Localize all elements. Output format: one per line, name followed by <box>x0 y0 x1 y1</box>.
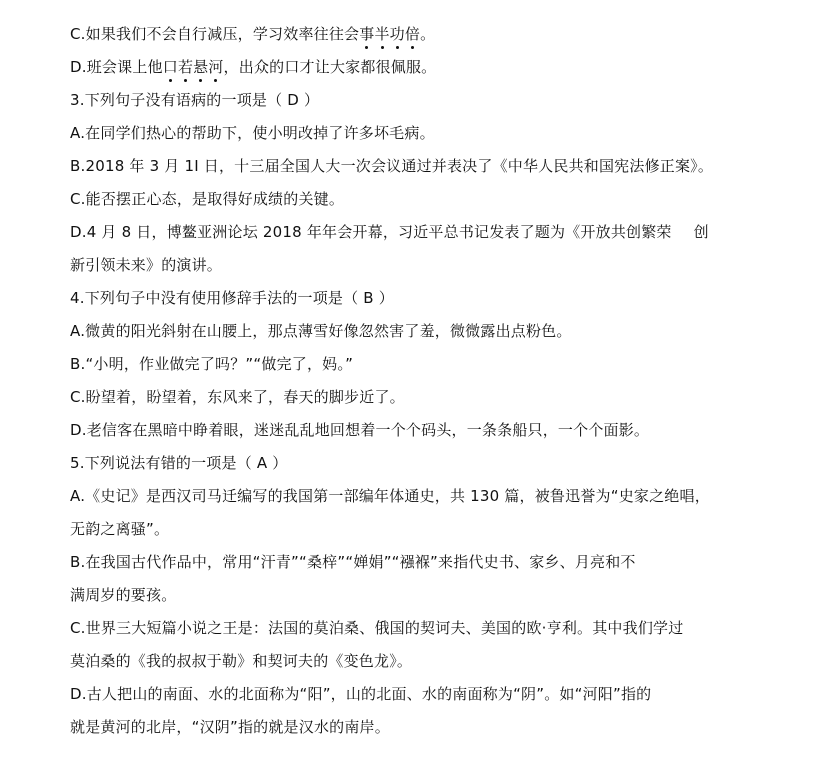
emphasis-dot-char: 事 <box>359 18 374 51</box>
text-line-q3-option-b <box>70 150 760 183</box>
emphasis-dot-char: 口 <box>163 51 178 84</box>
document-page <box>70 18 760 744</box>
text-line-q4-option-d <box>70 414 760 447</box>
line-text: 5.下列说法有错的一项是（ A ） <box>70 454 288 472</box>
text-line-q3-option-a <box>70 117 760 150</box>
line-text: 新引领未来》的演讲。 <box>70 256 223 274</box>
emphasis-dot-char: 半 <box>374 18 389 51</box>
text-line-q5-stem <box>70 447 760 480</box>
emphasis-dot-char: 河 <box>208 51 223 84</box>
line-text: A.《史记》是西汉司马迁编写的我国第一部编年体通史，共 130 篇，被鲁迅誉为“史家之绝唱， <box>70 487 710 505</box>
text-line-q5-option-b-line2 <box>70 579 760 612</box>
line-text: C.能否摆正心态，是取得好成绩的关键。 <box>70 190 345 208</box>
line-text: B.在我国古代作品中，常用“汗青”“桑梓”“婵娟”“襁褓”来指代史书、家乡、月亮和不 <box>70 553 636 571</box>
line-text: D.班会课上他 <box>70 58 163 76</box>
line-text: 满周岁的要孩。 <box>70 586 177 604</box>
text-line-q5-option-a-line1 <box>70 480 760 513</box>
text-line-q3-option-c <box>70 183 760 216</box>
text-line-q4-stem <box>70 282 760 315</box>
line-text: 就是黄河的北岸，“汉阴”指的就是汉水的南岸。 <box>70 718 390 736</box>
line-text: C.如果我们不会自行减压，学习效率往往会 <box>70 25 360 43</box>
text-line-q2-option-c <box>70 18 760 51</box>
text-line-q5-option-a-line2 <box>70 513 760 546</box>
text-line-q4-option-b <box>70 348 760 381</box>
line-text: D.古人把山的南面、水的北面称为“阳”，山的北面、水的南面称为“阴”。如“河阳”指的 <box>70 685 652 703</box>
line-text: D.老信客在黑暗中睁着眼，迷迷乱乱地回想着一个个码头，一条条船只，一个个面影。 <box>70 421 650 439</box>
emphasized-idiom <box>163 58 224 76</box>
text-line-q3-option-d-line2 <box>70 249 760 282</box>
line-text: A.在同学们热心的帮助下，使小明改掉了许多坏毛病。 <box>70 124 435 142</box>
line-text: 无韵之离骚”。 <box>70 520 170 538</box>
line-text: 。 <box>420 25 436 43</box>
text-line-q2-option-d <box>70 51 760 84</box>
emphasis-dot-char: 功 <box>390 18 405 51</box>
emphasis-dot-char: 悬 <box>193 51 208 84</box>
line-text: B.“小明，作业做完了吗？”“做完了，妈。” <box>70 355 354 373</box>
line-text: ，出众的口才让大家都很佩服。 <box>223 58 437 76</box>
text-line-q5-option-c-line1 <box>70 612 760 645</box>
line-text: C.盼望着，盼望着，东风来了，春天的脚步近了。 <box>70 388 405 406</box>
line-text: C.世界三大短篇小说之王是：法国的莫泊桑、俄国的契诃夫、美国的欧·亨利。其中我们学过 <box>70 619 684 637</box>
line-text: 4.下列句子中没有使用修辞手法的一项是（ B ） <box>70 289 394 307</box>
line-text: B.2018 年 3 月 1I 日，十三届全国人大一次会议通过并表决了《中华人民共和国宪法修正案》。 <box>70 157 714 175</box>
text-line-q5-option-c-line2 <box>70 645 760 678</box>
emphasized-idiom <box>359 25 420 43</box>
line-text: 3.下列句子没有语病的一项是（ D ） <box>70 91 320 109</box>
emphasis-dot-char: 倍 <box>405 18 420 51</box>
text-line-q4-option-c <box>70 381 760 414</box>
text-line-q5-option-b-line1 <box>70 546 760 579</box>
line-text: A.微黄的阳光斜射在山腰上，那点薄雪好像忽然害了羞，微微露出点粉色。 <box>70 322 572 340</box>
text-line-q3-stem <box>70 84 760 117</box>
text-line-q5-option-d-line1 <box>70 678 760 711</box>
text-line-q4-option-a <box>70 315 760 348</box>
text-line-q3-option-d-line1 <box>70 216 760 249</box>
line-text: 创 <box>693 223 709 241</box>
line-text: 莫泊桑的《我的叔叔于勒》和契诃夫的《变色龙》。 <box>70 652 413 670</box>
line-text: D.4 月 8 日，博鳌亚洲论坛 2018 年年会开幕，习近平总书记发表了题为《开放共创繁荣 <box>70 223 672 241</box>
emphasis-dot-char: 若 <box>178 51 193 84</box>
text-line-q5-option-d-line2 <box>70 711 760 744</box>
